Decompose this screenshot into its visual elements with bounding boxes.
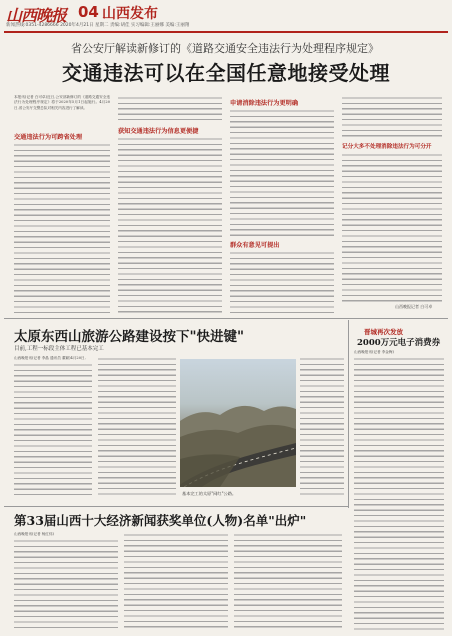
story2-byline: 山西晚报讯(记者 李晶 通讯员 董颖)4月20日, <box>14 356 86 360</box>
story3-body-text-1 <box>14 538 118 630</box>
lead-subhead-5: 群众有意见可提出 <box>230 242 280 249</box>
lead-headline: 交通违法可以在全国任意地接受处理 <box>62 61 390 85</box>
lead-subhead-2: 获知交通违法行为信息更便捷 <box>118 128 199 135</box>
section-divider-1 <box>4 318 448 319</box>
column-divider-right <box>348 320 349 508</box>
lead-body-text-5 <box>230 250 334 316</box>
brief-byline: 山西晚报讯(记者 李金梅) <box>354 350 394 354</box>
masthead-subline: 新闻热线:0351-4286666 2020年4月21日 星期二 责编:胡佳 实习编辑:王丽娜 美编:王丽翔 <box>6 23 190 28</box>
lead-body-text-6 <box>342 95 442 140</box>
brief-kicker: 晋城再次发放 <box>364 328 403 336</box>
story2-body-text-3 <box>300 356 344 498</box>
story2-headline: 太原东西山旅游公路建设按下"快进键" <box>14 329 245 345</box>
highway-photo <box>180 359 296 487</box>
lead-body-text-4 <box>230 108 334 236</box>
lead-intro: 本报讯(记者 白可卓)近日,公安部新修订的《道路交通安全违法行为处理程序规定》将于2020年5月1日起施行。4月20日,省公安厅交警总队对相关内容进行了解读。 <box>14 95 110 110</box>
lead-kicker: 省公安厅解读新修订的《道路交通安全违法行为处理程序规定》 <box>71 42 379 55</box>
section-divider-2 <box>4 506 348 507</box>
lead-body-text-1 <box>14 142 110 314</box>
story3-body-text-3 <box>234 532 342 630</box>
story2-body-text-2 <box>98 356 176 498</box>
brief-headline: 2000万元电子消费券 <box>357 338 441 348</box>
lead-subhead-4: 记分大多不处理消除违法行为可分开 <box>342 144 432 150</box>
masthead <box>0 0 452 30</box>
story2-body-text-1 <box>14 362 92 498</box>
story3-headline: 第33届山西十大经济新闻获奖单位(人物)名单"出炉" <box>14 513 307 528</box>
story2-subhead: 目前,工程一标段主体工程已基本完工 <box>14 346 104 352</box>
newspaper-logo: 山西晚报 <box>6 6 67 25</box>
story3-byline: 山西晚报讯(记者 杨红伟) <box>14 532 54 536</box>
masthead-rule <box>4 31 448 33</box>
highway-illustration <box>180 359 296 487</box>
lead-subhead-1: 交通违法行为可跨省处理 <box>14 134 83 141</box>
story3-body-text-2 <box>124 532 228 630</box>
lead-body-text-7 <box>342 152 442 302</box>
section-title: 山西发布 <box>102 6 158 22</box>
page-number: 04 <box>78 3 99 21</box>
photo-caption: 基本完工的太原"网红"公路。 <box>182 491 237 496</box>
lead-body-text-3 <box>118 136 222 316</box>
lead-signature: 山西晚报记者 白可卓 <box>395 304 433 309</box>
brief-body-text <box>354 356 444 630</box>
lead-body-text-2 <box>118 95 222 123</box>
lead-subhead-3: 申请消除违法行为更明确 <box>230 100 299 107</box>
